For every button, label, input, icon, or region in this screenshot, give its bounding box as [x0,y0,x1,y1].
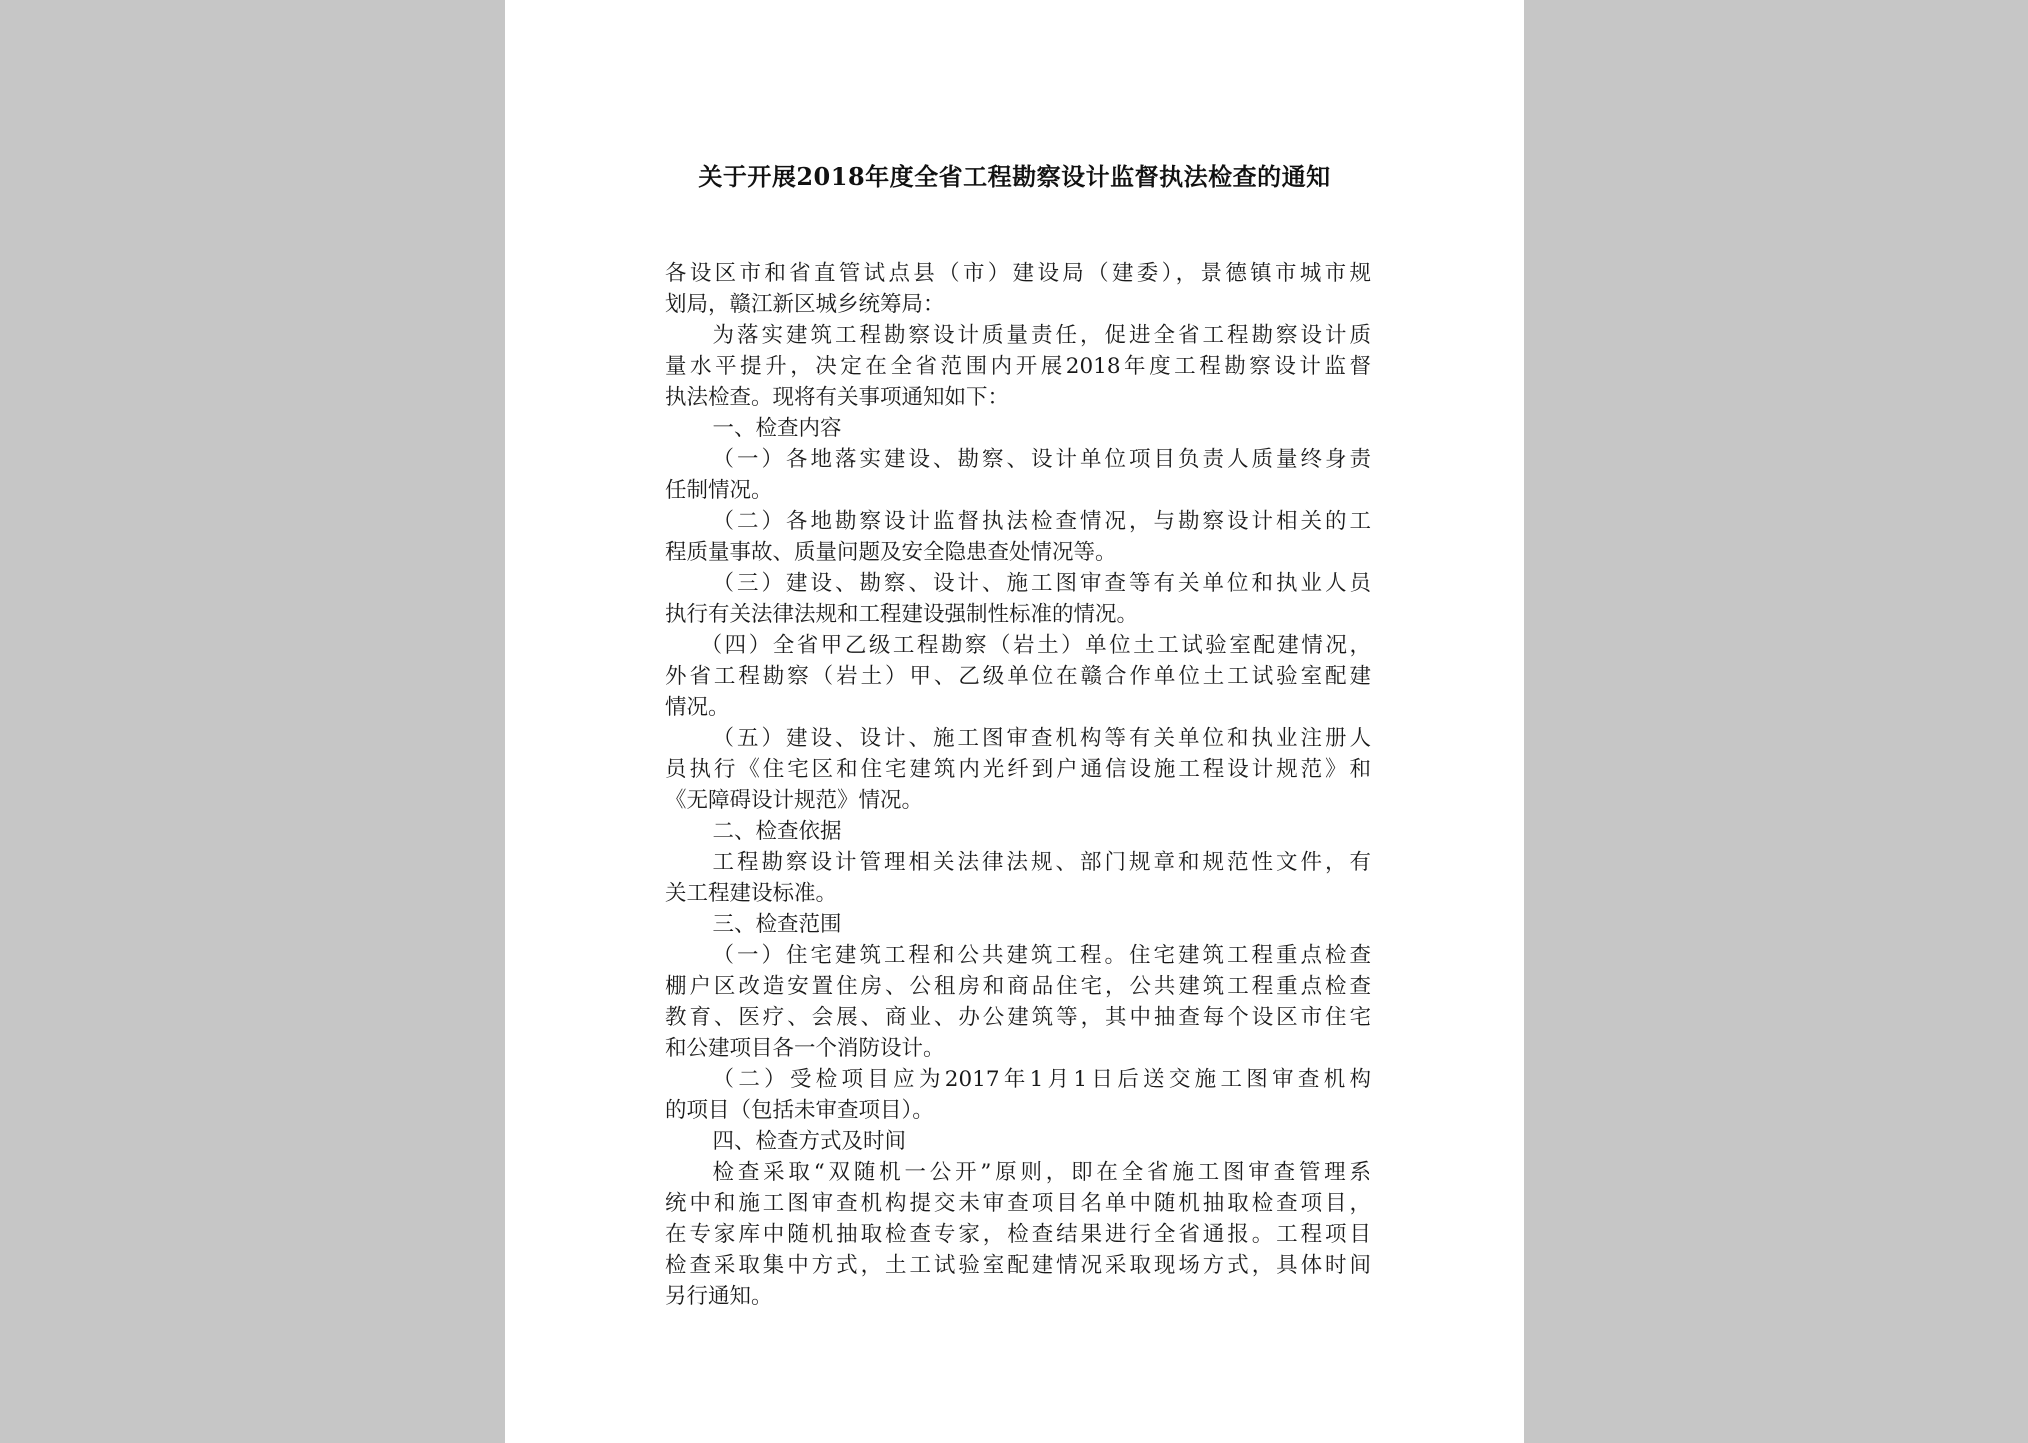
document-body [665,258,1371,1312]
text-line: 统中和施工图审查机构提交未审查项目名单中随机抽取检查项目， [665,1191,1371,1216]
text-line: 棚户区改造安置住房、公租房和商品住宅，公共建筑工程重点检查 [665,974,1371,999]
text-line: （二）受检项目应为2017年1月1日后送交施工图审查机构 [712,1067,1371,1092]
text-line: 各设区市和省直管试点县（市）建设局（建委），景德镇市城市规 [665,261,1371,286]
text-line: 为落实建筑工程勘察设计质量责任，促进全省工程勘察设计质 [712,323,1371,348]
text-line: 四、检查方式及时间 [712,1129,907,1154]
text-line: （四）全省甲乙级工程勘察（岩土）单位土工试验室配建情况， [700,633,1371,658]
text-line: 关工程建设标准。 [665,881,838,906]
text-line: 划局，赣江新区城乡统筹局： [665,292,945,317]
text-line: （一）住宅建筑工程和公共建筑工程。住宅建筑工程重点检查 [712,943,1371,968]
text-line: 外省工程勘察（岩土）甲、乙级单位在赣合作单位土工试验室配建 [665,664,1371,689]
text-line: 的项目（包括未审查项目）。 [665,1098,934,1123]
text-line: 二、检查依据 [712,819,842,844]
text-line: 执行有关法律法规和工程建设强制性标准的情况。 [665,602,1139,627]
text-line: 程质量事故、质量问题及安全隐患查处情况等。 [665,540,1117,565]
text-line: 在专家库中随机抽取检查专家，检查结果进行全省通报。工程项目 [665,1222,1371,1247]
text-line: （五）建设、设计、施工图审查机构等有关单位和执业注册人 [712,726,1371,751]
document-page [505,0,1524,1443]
text-line: 《无障碍设计规范》情况。 [665,788,924,813]
text-line: 另行通知。 [665,1284,773,1309]
text-line: 检查采取集中方式，土工试验室配建情况采取现场方式，具体时间 [665,1253,1371,1278]
text-line: 和公建项目各一个消防设计。 [665,1036,945,1061]
text-line: （二）各地勘察设计监督执法检查情况，与勘察设计相关的工 [712,509,1371,534]
text-line: （一）各地落实建设、勘察、设计单位项目负责人质量终身责 [712,447,1371,472]
text-line: 员执行《住宅区和住宅建筑内光纤到户通信设施工程设计规范》和 [665,757,1371,782]
text-line: 工程勘察设计管理相关法律法规、部门规章和规范性文件，有 [712,850,1371,875]
text-line: 执法检查。现将有关事项通知如下： [665,385,1010,410]
text-line: 情况。 [665,695,730,720]
text-line: 检查采取“双随机一公开”原则，即在全省施工图审查管理系 [712,1160,1371,1185]
text-line: 教育、医疗、会展、商业、办公建筑等，其中抽查每个设区市住宅 [665,1005,1371,1030]
text-line: 任制情况。 [665,478,773,503]
text-line: 一、检查内容 [712,416,842,441]
text-line: 量水平提升，决定在全省范围内开展2018年度工程勘察设计监督 [665,354,1371,379]
text-line: （三）建设、勘察、设计、施工图审查等有关单位和执业人员 [712,571,1371,596]
text-line: 三、检查范围 [712,912,842,937]
document-title: 关于开展2018年度全省工程勘察设计监督执法检查的通知 [698,162,1331,191]
